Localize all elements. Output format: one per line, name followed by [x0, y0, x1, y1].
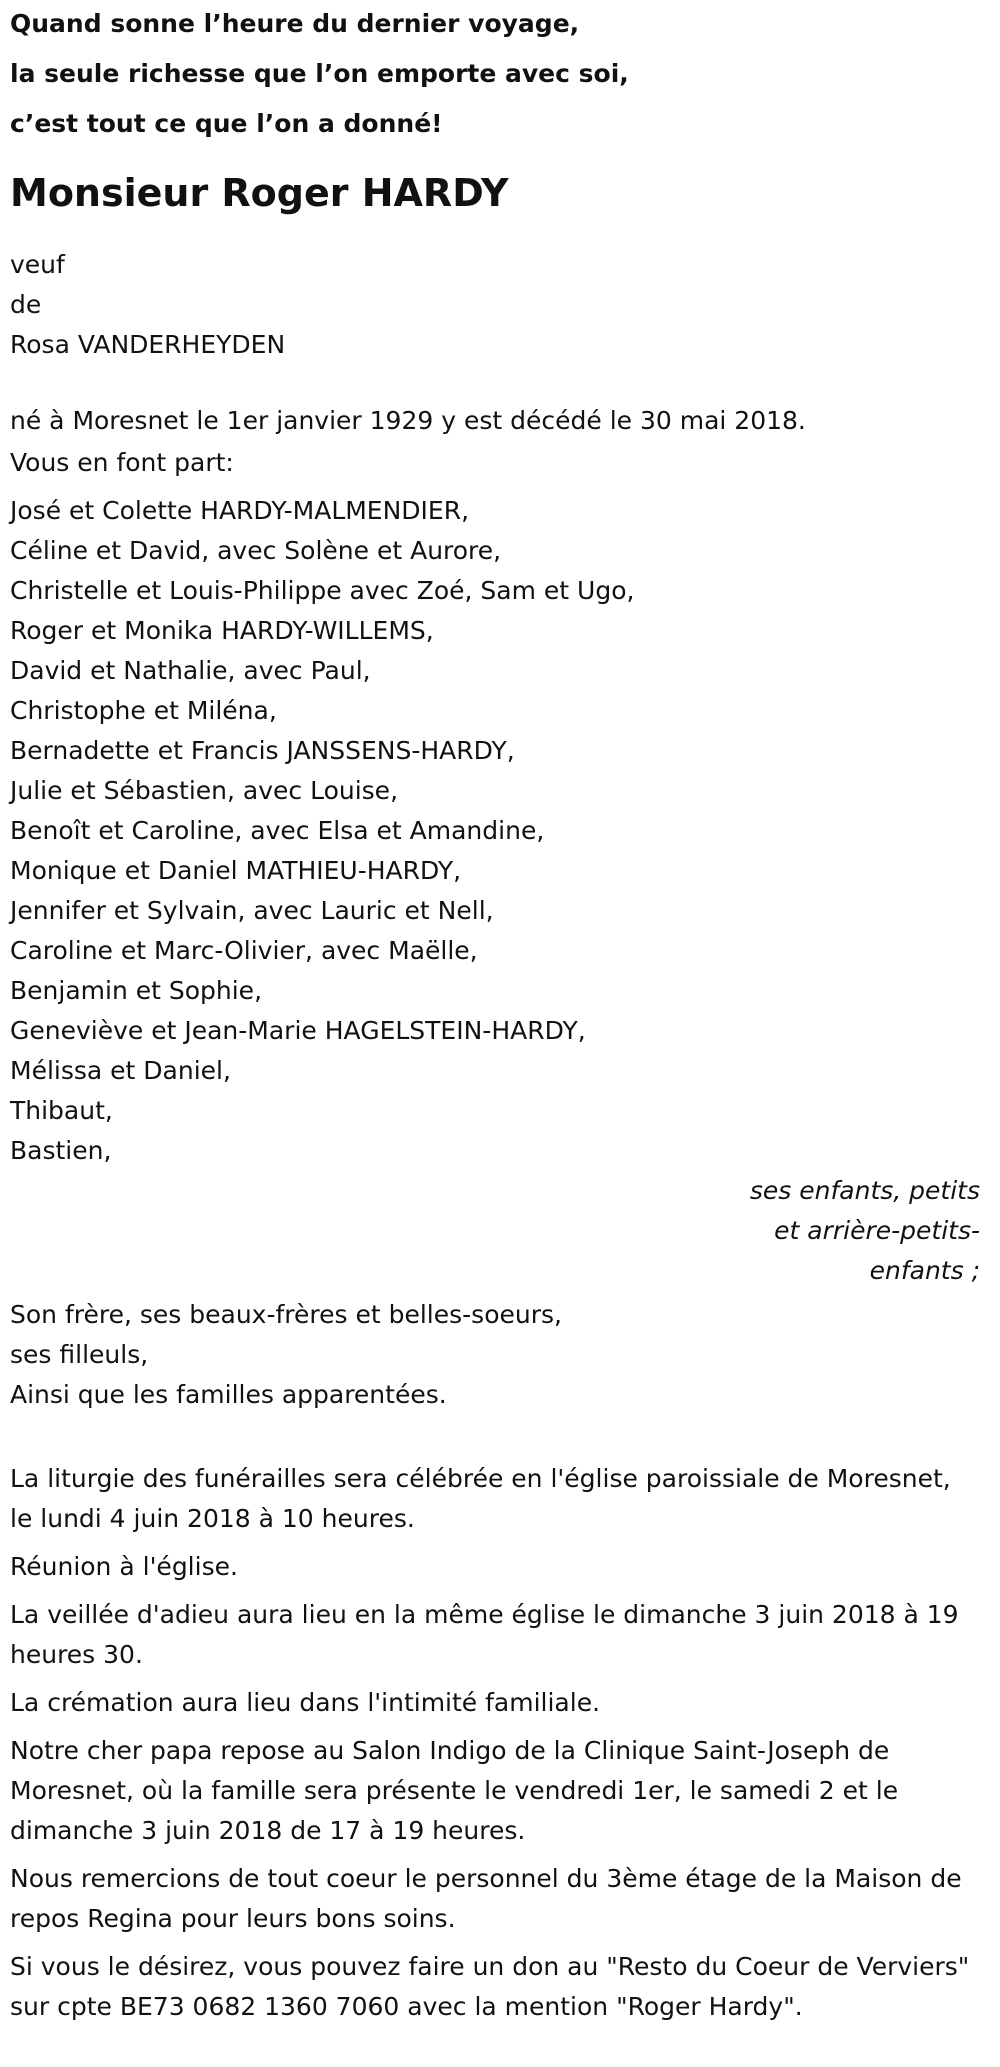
family-role	[730, 1171, 980, 1291]
family-entry: Roger et Monika HARDY-WILLEMS,	[10, 616, 434, 645]
other-relatives	[10, 1295, 980, 1415]
meeting-paragraph: Réunion à l'église.	[10, 1552, 238, 1581]
birth-death-line: né à Moresnet le 1er janvier 1929 y est décédé le 30 mai 2018.	[10, 406, 806, 435]
family-entry: Thibaut,	[10, 1096, 113, 1125]
family-role-line: et arrière-petits-	[774, 1216, 980, 1245]
family-entry: Christophe et Miléna,	[10, 696, 277, 725]
thanks-paragraph: Nous remercions de tout coeur le personnel du 3ème étage de la Maison de repos Regina pour leurs bons soins.	[10, 1864, 962, 1933]
status-line: de	[10, 290, 42, 319]
family-entry: José et Colette HARDY-MALMENDIER,	[10, 496, 470, 525]
family-entry: Benjamin et Sophie,	[10, 976, 263, 1005]
quote-line: c’est tout ce que l’on a donné!	[10, 109, 443, 138]
quote-line: Quand sonne l’heure du dernier voyage,	[10, 9, 580, 38]
other-relatives-line: ses filleuls,	[10, 1340, 149, 1369]
family-entry: Jennifer et Sylvain, avec Lauric et Nell,	[10, 896, 494, 925]
liturgy-paragraph: La liturgie des funérailles sera célébrée en l'église paroissiale de Moresnet, le lundi 4 juin 2018 à 10 heures.	[10, 1464, 951, 1533]
family-entry: Mélissa et Daniel,	[10, 1056, 231, 1085]
cremation-paragraph: La crémation aura lieu dans l'intimité familiale.	[10, 1688, 601, 1717]
other-relatives-line: Ainsi que les familles apparentées.	[10, 1380, 447, 1409]
family-entry: David et Nathalie, avec Paul,	[10, 656, 371, 685]
family-entry: Bernadette et Francis JANSSENS-HARDY,	[10, 736, 515, 765]
donation-paragraph: Si vous le désirez, vous pouvez faire un don au "Resto du Coeur de Verviers" sur cpte BE73 0682 1360 7060 avec la mention "Roger Hardy".	[10, 1952, 970, 2021]
announce-intro: Vous en font part:	[10, 448, 234, 477]
family-role-line: enfants ;	[869, 1256, 980, 1285]
deceased-name: Monsieur Roger HARDY	[10, 171, 509, 215]
other-relatives-line: Son frère, ses beaux-frères et belles-soeurs,	[10, 1300, 562, 1329]
family-entry: Bastien,	[10, 1136, 112, 1165]
family-entry: Benoît et Caroline, avec Elsa et Amandine,	[10, 816, 545, 845]
opening-quote	[10, 0, 980, 149]
family-entry: Christelle et Louis-Philippe avec Zoé, Sam et Ugo,	[10, 576, 635, 605]
quote-line: la seule richesse que l’on emporte avec soi,	[10, 59, 629, 88]
marital-status	[10, 245, 980, 365]
spouse-name: Rosa VANDERHEYDEN	[10, 330, 286, 359]
family-role-line: ses enfants, petits	[749, 1176, 980, 1205]
vigil-paragraph: La veillée d'adieu aura lieu en la même église le dimanche 3 juin 2018 à 19 heures 30.	[10, 1600, 959, 1669]
family-entry: Geneviève et Jean-Marie HAGELSTEIN-HARDY,	[10, 1016, 586, 1045]
family-entry: Monique et Daniel MATHIEU-HARDY,	[10, 856, 462, 885]
family-entry: Julie et Sébastien, avec Louise,	[10, 776, 399, 805]
family-entry: Céline et David, avec Solène et Aurore,	[10, 536, 502, 565]
rest-paragraph: Notre cher papa repose au Salon Indigo de la Clinique Saint-Joseph de Moresnet, où la famille sera présente le vendredi 1er, le samedi 2 et le dimanche 3 juin 2018 de 17 à 19 heures.	[10, 1736, 899, 1845]
family-entry: Caroline et Marc-Olivier, avec Maëlle,	[10, 936, 478, 965]
family-list	[10, 491, 980, 1171]
status-line: veuf	[10, 250, 65, 279]
funeral-details	[10, 1459, 980, 2027]
